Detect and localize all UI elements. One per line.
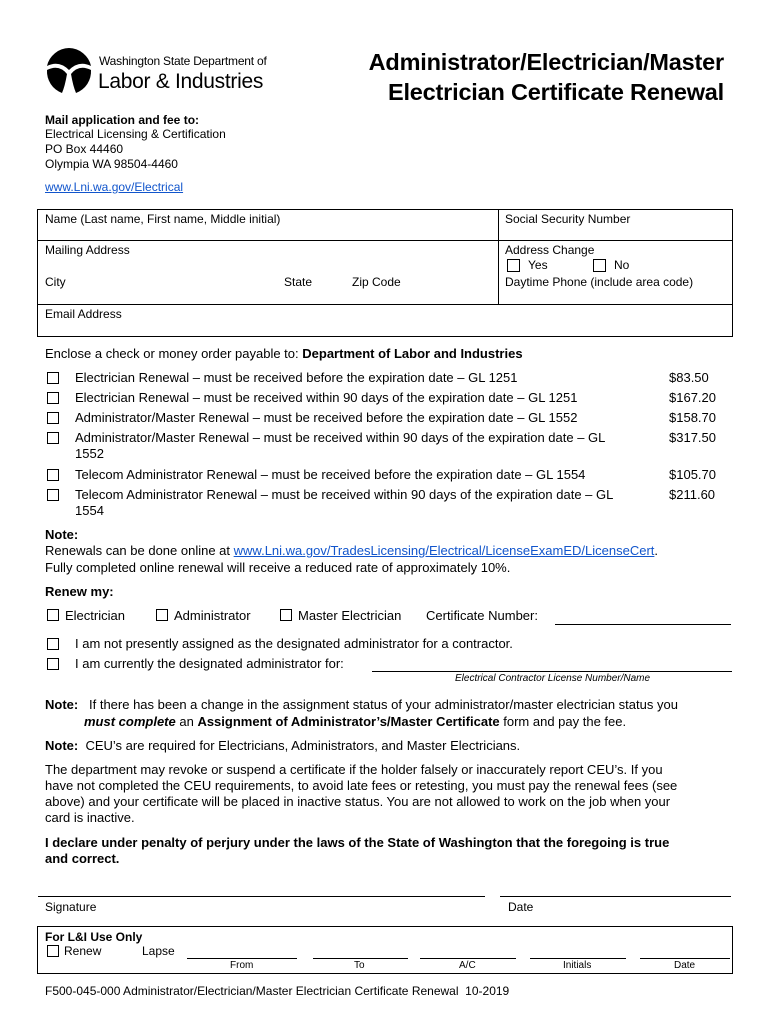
office-ac-line[interactable]: [420, 958, 516, 959]
name-field[interactable]: Name (Last name, First name, Middle initial): [45, 212, 281, 226]
city-field[interactable]: City: [45, 275, 66, 289]
online-renewal-link[interactable]: www.Lni.wa.gov/TradesLicensing/Electrical/LicenseExamED/LicenseCert: [233, 543, 655, 558]
renew-master-label: Master Electrician: [298, 608, 402, 623]
renew-administrator-label: Administrator: [174, 608, 251, 623]
yes-label: Yes: [528, 258, 548, 272]
lni-logo-icon: [44, 46, 94, 96]
note3-heading: Note:: [45, 738, 79, 753]
fee-option-label: Telecom Administrator Renewal – must be received before the expiration date – GL 1554: [75, 467, 586, 482]
zip-field[interactable]: Zip Code: [352, 275, 401, 289]
page-title: [284, 47, 724, 107]
renew-electrician-label: Electrician: [65, 608, 125, 623]
ssn-field[interactable]: Social Security Number: [505, 212, 631, 226]
note2-heading: Note:: [45, 697, 79, 712]
fee-option-checkbox[interactable]: [47, 372, 59, 384]
note1-line2: Fully completed online renewal will receive a reduced rate of approximately 10%.: [45, 560, 511, 575]
no-label: No: [614, 258, 630, 272]
signature-line[interactable]: [38, 896, 485, 897]
not-assigned-checkbox[interactable]: [47, 638, 59, 650]
mailing-address-field[interactable]: Mailing Address: [45, 243, 130, 257]
state-field[interactable]: State: [284, 275, 313, 289]
office-to-line[interactable]: [313, 958, 408, 959]
office-from-line[interactable]: [187, 958, 297, 959]
enclose-text: Enclose a check or money order payable to: Department of Labor and Industries: [45, 346, 523, 361]
fee-option-checkbox[interactable]: [47, 392, 59, 404]
office-initials-line[interactable]: [530, 958, 626, 959]
revoke-paragraph: The department may revoke or suspend a certificate if the holder falsely or inaccurately report CEU’s. If you have not completed the CEU requirements, to avoid late fees or retesting, you must pay the renewal fees (see above) and your certificate will be placed in inactive status. You are not allowed to work on the job when your card is inactive.: [45, 762, 678, 825]
cert-number-input[interactable]: [555, 624, 731, 625]
fee-option-amount: $167.20: [669, 390, 716, 405]
address-change-label: Address Change: [505, 243, 595, 257]
payee: Department of Labor and Industries: [302, 346, 523, 361]
fee-option-amount: $105.70: [669, 467, 716, 482]
assigned-checkbox[interactable]: [47, 658, 59, 670]
signature-label: Signature: [45, 900, 97, 914]
date-label: Date: [508, 900, 534, 914]
fee-option-checkbox[interactable]: [47, 412, 59, 424]
date-line[interactable]: [500, 896, 731, 897]
renew-heading: Renew my:: [45, 584, 114, 599]
title-line2: Electrician Certificate Renewal: [388, 79, 724, 105]
note3: Note: CEU’s are required for Electricians, Administrators, and Master Electricians.: [45, 738, 521, 753]
fee-option-amount: $317.50: [669, 430, 716, 445]
contractor-input[interactable]: [372, 671, 732, 672]
office-ac-label: A/C: [459, 960, 476, 971]
mail-line1: Electrical Licensing & Certification: [45, 127, 226, 141]
fee-option-label: Electrician Renewal – must be received within 90 days of the expiration date – GL 1251: [75, 390, 578, 405]
office-lapse-label: Lapse: [142, 944, 175, 958]
fee-option-amount: $83.50: [669, 370, 709, 385]
address-change-yes-checkbox[interactable]: [507, 259, 520, 272]
agency-line1: Washington State Department of: [99, 54, 267, 68]
fee-option-label: Telecom Administrator Renewal – must be received within 90 days of the expiration date – GL: [75, 487, 614, 502]
email-field[interactable]: Email Address: [45, 307, 122, 321]
note2-text2-line: must complete an Assignment of Administrator’s/Master Certificate form and pay the fee.: [84, 714, 627, 729]
fee-option-checkbox[interactable]: [47, 432, 59, 444]
fee-option-label: Electrician Renewal – must be received before the expiration date – GL 1251: [75, 370, 518, 385]
fee-option-checkbox[interactable]: [47, 489, 59, 501]
office-renew-label: Renew: [64, 944, 102, 958]
mail-line3: Olympia WA 98504-4460: [45, 157, 178, 171]
note1-line1: Renewals can be done online at www.Lni.wa.gov/TradesLicensing/Electrical/LicenseExamED/LicenseCert.: [45, 543, 659, 558]
info-box: [37, 209, 733, 337]
phone-field[interactable]: Daytime Phone (include area code): [505, 275, 694, 289]
address-change-no-checkbox[interactable]: [593, 259, 606, 272]
mail-line2: PO Box 44460: [45, 142, 124, 156]
office-renew-checkbox[interactable]: [47, 945, 59, 957]
website-link[interactable]: www.Lni.wa.gov/Electrical: [45, 180, 184, 194]
assigned-label: I am currently the designated administrator for:: [75, 656, 344, 671]
renew-electrician-checkbox[interactable]: [47, 609, 59, 621]
renew-master-checkbox[interactable]: [280, 609, 292, 621]
note2-text1: If there has been a change in the assignment status of your administrator/master electrician status you: [89, 697, 678, 712]
fee-option-checkbox[interactable]: [47, 469, 59, 481]
office-initials-label: Initials: [563, 960, 592, 971]
fee-option-amount: $158.70: [669, 410, 716, 425]
cert-number-label: Certificate Number:: [426, 608, 538, 623]
agency-line2: Labor & Industries: [98, 70, 264, 93]
fee-option-label: Administrator/Master Renewal – must be received before the expiration date – GL 1552: [75, 410, 578, 425]
note1-heading: Note:: [45, 527, 79, 542]
not-assigned-label: I am not presently assigned as the designated administrator for a contractor.: [75, 636, 513, 651]
office-to-label: To: [354, 960, 365, 971]
must-complete: must complete: [84, 714, 176, 729]
fee-option-label-cont: 1554: [75, 503, 104, 518]
renew-administrator-checkbox[interactable]: [156, 609, 168, 621]
office-use-heading: For L&I Use Only: [45, 930, 143, 944]
assignment-form-name: Assignment of Administrator’s/Master Certificate: [197, 714, 500, 729]
fee-option-label-cont: 1552: [75, 446, 104, 461]
office-from-label: From: [230, 960, 254, 971]
office-date-label: Date: [674, 960, 696, 971]
mail-heading: Mail application and fee to:: [45, 113, 200, 127]
fee-option-label: Administrator/Master Renewal – must be received within 90 days of the expiration date – GL: [75, 430, 606, 445]
form-id-footer: F500-045-000 Administrator/Electrician/Master Electrician Certificate Renewal 10-2019: [45, 984, 510, 998]
title-line1: Administrator/Electrician/Master: [368, 49, 724, 75]
contractor-caption: Electrical Contractor License Number/Name: [455, 673, 651, 684]
declaration: I declare under penalty of perjury under the laws of the State of Washington that the foregoing is true and correct.: [45, 835, 670, 866]
fee-option-amount: $211.60: [669, 487, 716, 502]
office-date-line[interactable]: [640, 958, 730, 959]
